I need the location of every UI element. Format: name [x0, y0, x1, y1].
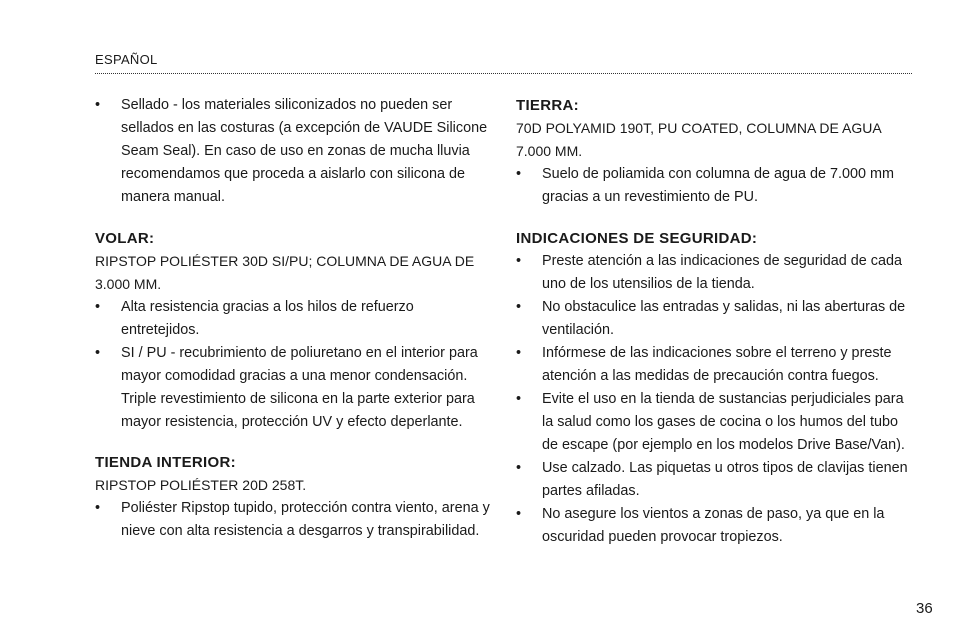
safety-section [516, 227, 911, 549]
bullet-text: Alta resistencia gracias a los hilos de refuerzo entretejidos. [121, 298, 414, 338]
list-item [516, 388, 911, 457]
inner-tent-section [95, 451, 495, 543]
bullet-icon: • [516, 344, 522, 361]
page-number: 36 [916, 600, 933, 617]
material-spec: RIPSTOP POLIÉSTER 20D 258T. [95, 477, 307, 493]
bullet-icon: • [516, 390, 522, 407]
list-item [516, 296, 911, 342]
right-column [516, 94, 911, 566]
bullet-icon: • [95, 344, 101, 361]
list-item [95, 497, 495, 543]
list-item [516, 163, 911, 209]
section-heading: INDICACIONES DE SEGURIDAD: [516, 229, 758, 247]
bullet-icon: • [516, 252, 522, 269]
material-spec: RIPSTOP POLIÉSTER 30D SI/PU; COLUMNA DE AGUA DE 3.000 MM. [95, 252, 475, 292]
volar-section [95, 227, 495, 434]
left-column [95, 94, 495, 561]
bullet-text: Infórmese de las indicaciones sobre el terreno y preste atención a las medidas de precaución contra fuegos. [542, 344, 892, 384]
bullet-icon: • [516, 459, 522, 476]
list-item [95, 94, 495, 209]
list-item [95, 296, 495, 342]
bullet-text: Evite el uso en la tienda de sustancias perjudiciales para la salud como los gases de cocina o los humos del tubo de escape (por ejemplo en los modelos Drive Base/Van). [542, 390, 905, 453]
dotted-divider [95, 73, 912, 74]
section-heading: TIERRA: [516, 97, 579, 114]
floor-section [516, 94, 911, 209]
bullet-icon: • [95, 97, 101, 113]
sealing-section [95, 94, 495, 209]
list-item [516, 457, 911, 503]
bullet-text: No obstaculice las entradas y salidas, ni las aberturas de ventilación. [542, 298, 906, 338]
list-item [516, 503, 911, 549]
bullet-text: No asegure los vientos a zonas de paso, ya que en la oscuridad pueden provocar tropiezos. [542, 505, 885, 545]
bullet-text: Preste atención a las indicaciones de seguridad de cada uno de los utensilios de la tienda. [542, 252, 903, 292]
bullet-icon: • [95, 298, 101, 315]
bullet-text: Poliéster Ripstop tupido, protección contra viento, arena y nieve con alta resistencia a desgarros y transpirabilidad. [121, 500, 490, 539]
bullet-icon: • [95, 500, 101, 516]
bullet-text: Use calzado. Las piquetas u otros tipos de clavijas tienen partes afiladas. [542, 459, 908, 499]
material-spec: 70D POLYAMID 190T, PU COATED, COLUMNA DE AGUA 7.000 MM. [516, 120, 881, 159]
section-heading: TIENDA INTERIOR: [95, 454, 236, 471]
list-item [516, 250, 911, 296]
list-item [95, 342, 495, 434]
bullet-text: Suelo de poliamida con columna de agua de 7.000 mm gracias a un revestimiento de PU. [542, 166, 895, 205]
bullet-text: Sellado - los materiales siliconizados no pueden ser sellados en las costuras (a excepción de VAUDE Silicone Seam Seal). En caso de uso en zonas de mucha lluvia recomendamos que proceda a aislarlo con silicona de manera manual. [121, 97, 488, 205]
bullet-icon: • [516, 298, 522, 315]
bullet-text: SI / PU - recubrimiento de poliuretano en el interior para mayor comodidad gracias a una menor condensación. Triple revestimiento de silicona en la parte exterior para mayor resistencia, protección UV y efecto deperlante. [121, 344, 478, 430]
section-heading: VOLAR: [95, 229, 155, 247]
list-item [516, 342, 911, 388]
bullet-icon: • [516, 505, 522, 522]
bullet-icon: • [516, 166, 522, 182]
language-label: ESPAÑOL [95, 52, 158, 67]
